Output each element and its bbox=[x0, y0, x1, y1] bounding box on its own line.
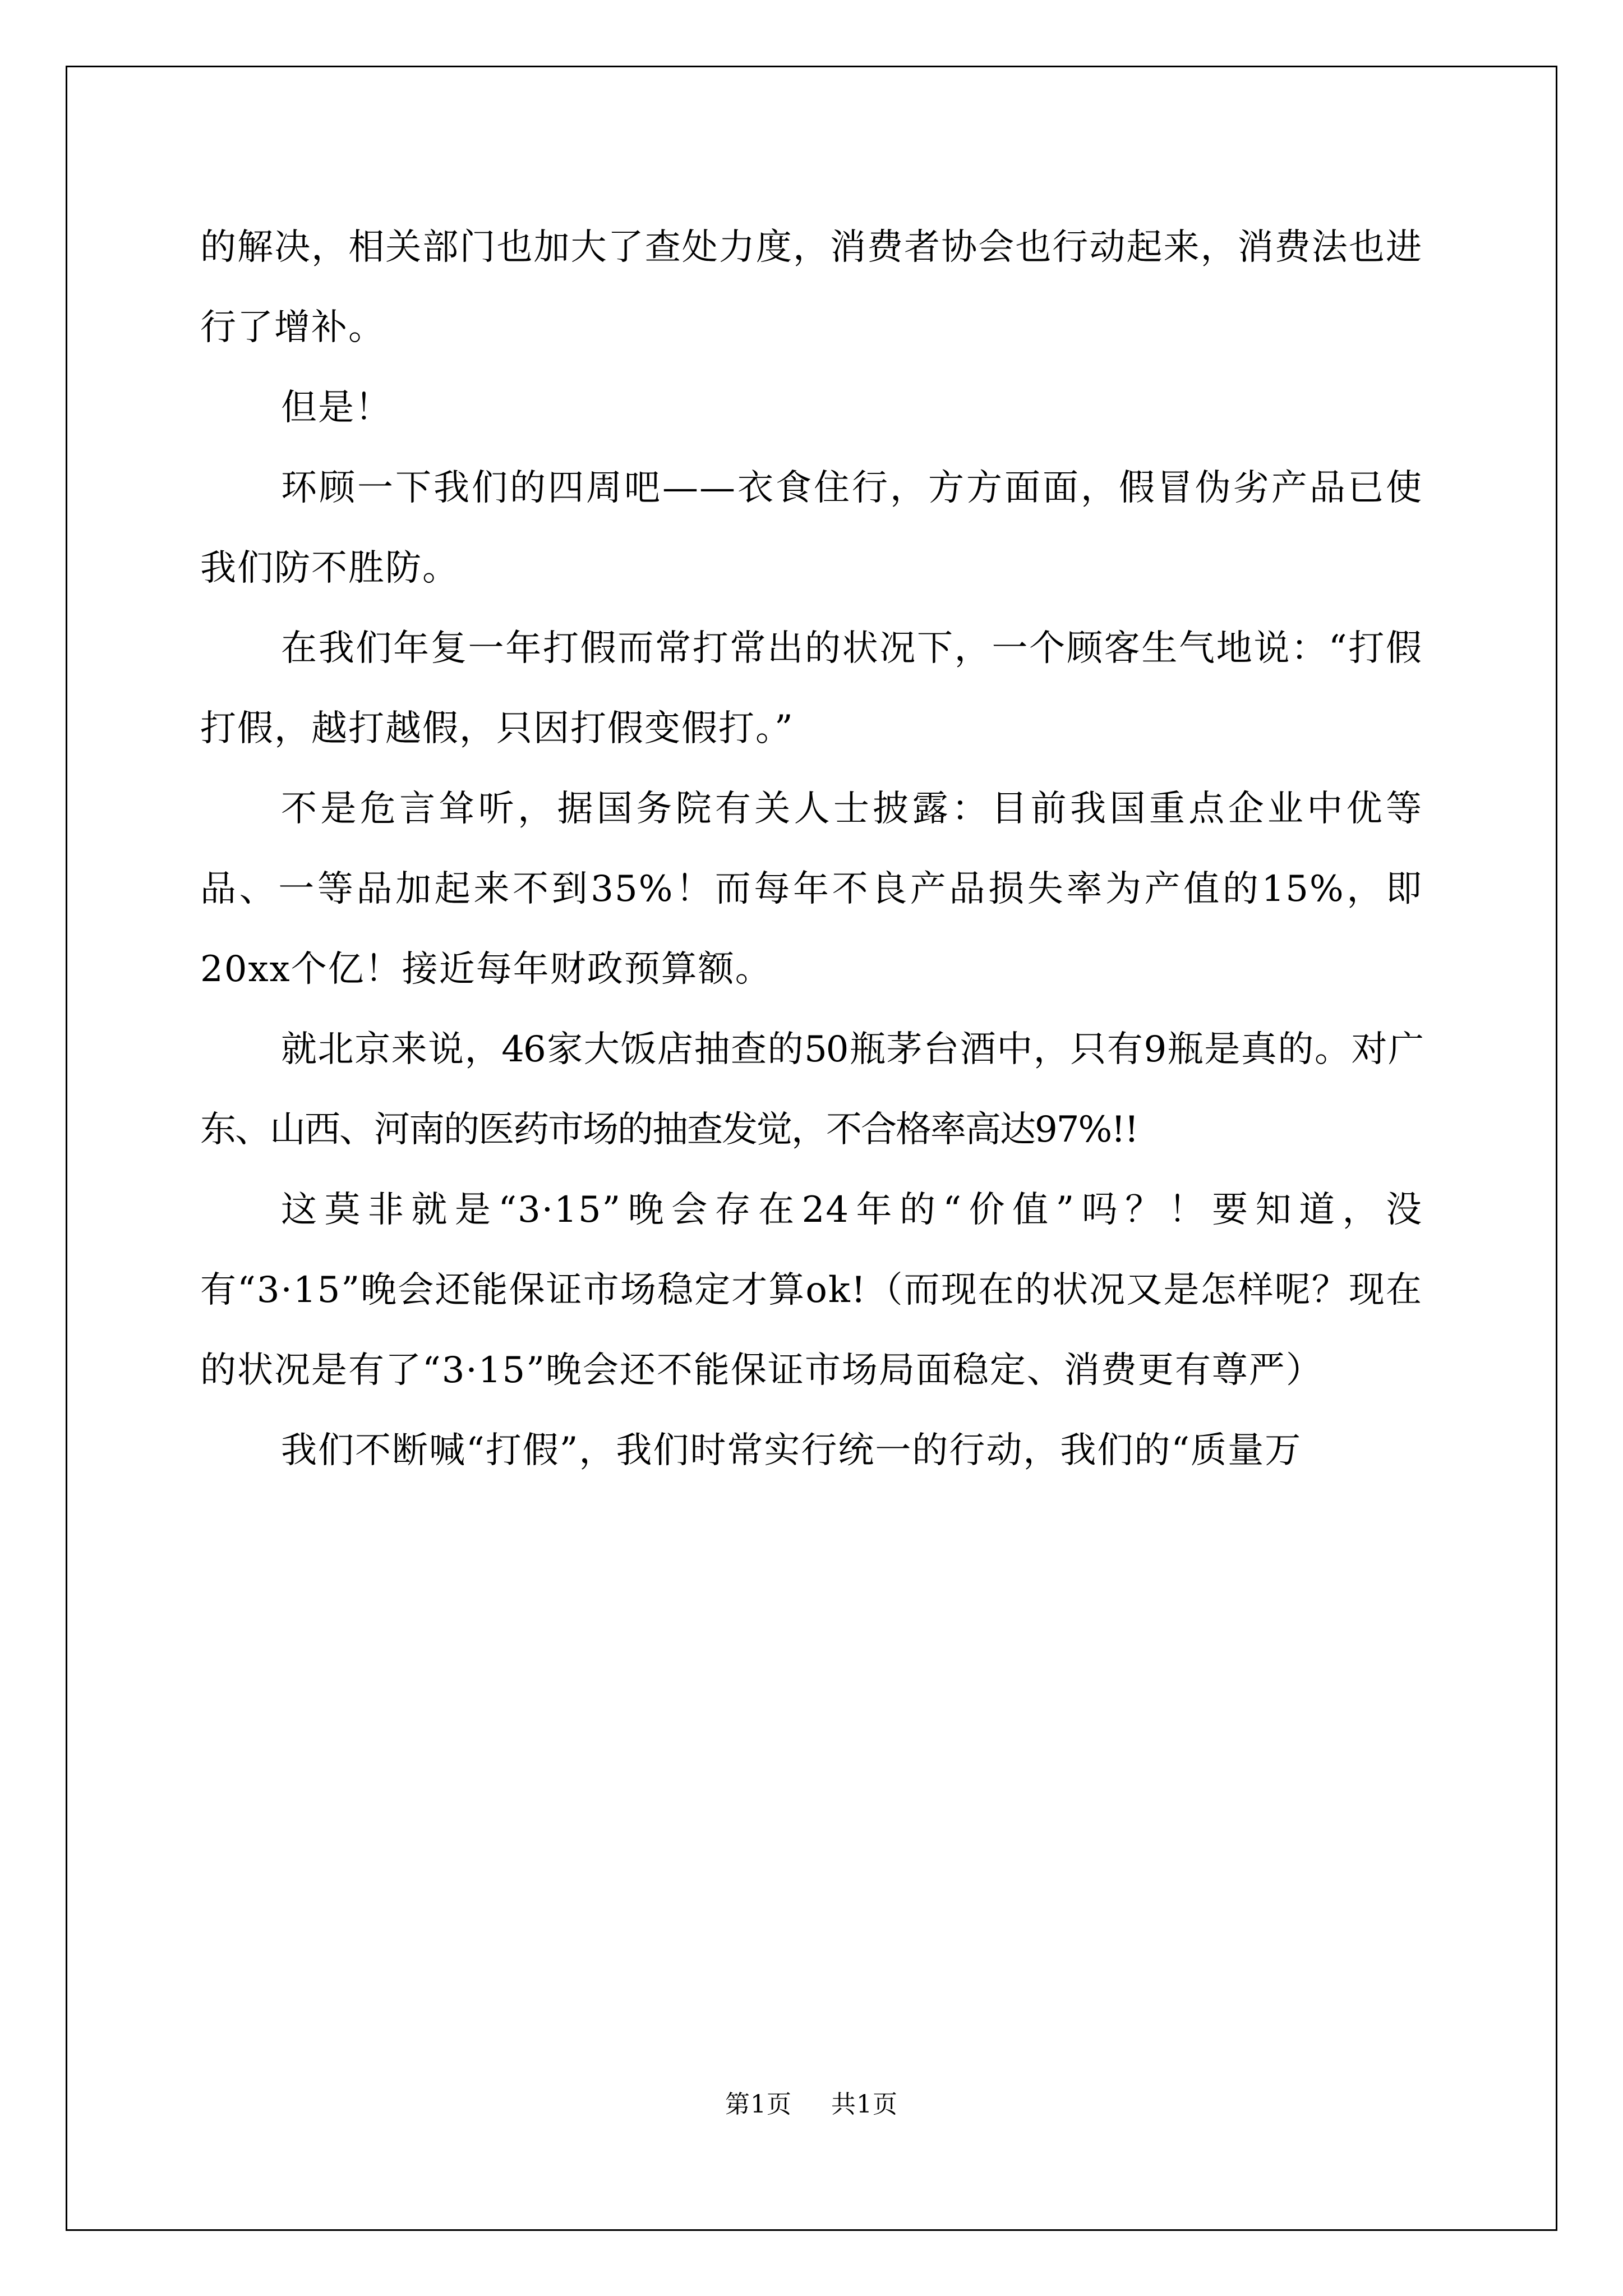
paragraph-3: 环顾一下我们的四周吧——衣食住行，方方面面，假冒伪劣产品已使我们防不胜防。 bbox=[200, 467, 1423, 589]
paragraph-2: 但是！ bbox=[281, 387, 392, 429]
document-body bbox=[200, 208, 1423, 1491]
page-total: 共1页 bbox=[831, 2090, 898, 2119]
paragraph-6: 就北京来说，46家大饭店抽查的50瓶茅台酒中，只有9瓶是真的。对广东、山西、河南的医药市场的抽查发觉，不合格率高达97%!! bbox=[200, 1029, 1423, 1151]
paragraph-5: 不是危言耸听，据国务院有关人士披露：目前我国重点企业中优等品、一等品加起来不到35%！而每年不良产品损失率为产值的15%，即20xx个亿！接近每年财政预算额。 bbox=[200, 788, 1423, 990]
paragraph-1: 的解决，相关部门也加大了查处力度，消费者协会也行动起来，消费法也进行了增补。 bbox=[200, 227, 1423, 348]
page-footer bbox=[0, 2088, 1623, 2122]
page-number: 第1页 bbox=[725, 2090, 792, 2119]
paragraph-4: 在我们年复一年打假而常打常出的状况下，一个顾客生气地说：“打假打假，越打越假，只因打假变假打。” bbox=[200, 628, 1423, 749]
paragraph-7: 这莫非就是“3·15”晚会存在24年的“价值”吗？！要知道，没有“3·15”晚会还能保证市场稳定才算ok!（而现在的状况又是怎样呢？现在的状况是有了“3·15”晚会还不能保证市场局面稳定、消费更有尊严） bbox=[200, 1189, 1423, 1391]
paragraph-8: 我们不断喊“打假”，我们时常实行统一的行动，我们的“质量万 bbox=[281, 1430, 1302, 1471]
